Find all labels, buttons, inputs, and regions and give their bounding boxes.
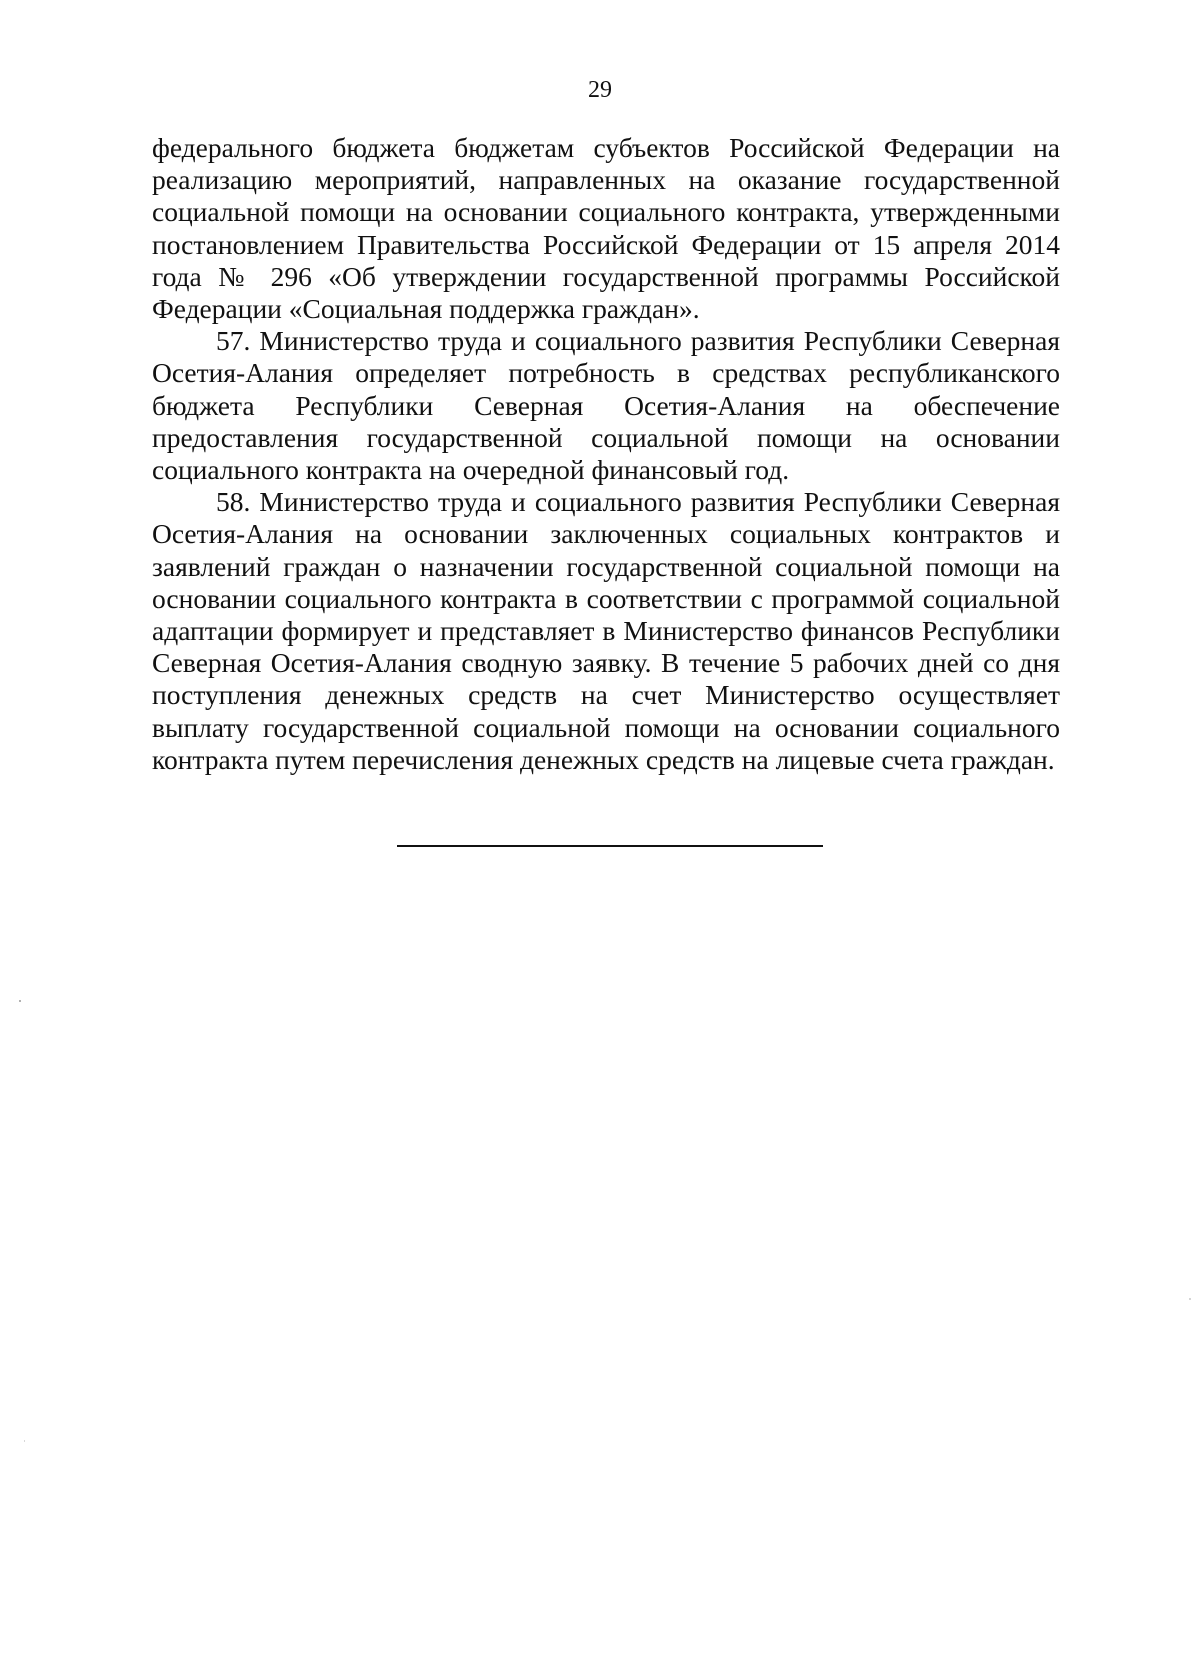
page-number: 29	[588, 77, 612, 103]
paragraph-item-57: 57. Министерство труда и социального развития Республики Северная Осетия-Алания определяет потребность в средствах республиканского бюджета Республики Северная Осетия-Алания на обеспечение предоставления государственной социальной помощи на основании социального контракта на очередной финансовый год.	[152, 325, 1060, 486]
scan-speck	[24, 1440, 25, 1442]
paragraph-item-58: 58. Министерство труда и социального развития Республики Северная Осетия-Алания на основании заключенных социальных контрактов и заявлений граждан о назначении государственной социальной помощи на основании социального контракта в соответствии с программой социальной адаптации формирует и представляет в Министерство финансов Республики Северная Осетия-Алания сводную заявку. В течение 5 рабочих дней со дня поступления денежных средств на счет Министерство осуществляет выплату государственной социальной помощи на основании социального контракта путем перечисления денежных средств на лицевые счета граждан.	[152, 486, 1060, 775]
document-body	[152, 132, 1060, 776]
end-of-document-rule	[397, 845, 823, 847]
paragraph-continuation: федерального бюджета бюджетам субъектов Российской Федерации на реализацию мероприятий, направленных на оказание государственной социальной помощи на основании социального контракта, утвержденными постановлением Правительства Российской Федерации от 15 апреля 2014 года № 296 «Об утверждении государственной программы Российской Федерации «Социальная поддержка граждан».	[152, 132, 1060, 325]
scan-speck	[1189, 1298, 1191, 1300]
scan-speck	[19, 1000, 21, 1002]
